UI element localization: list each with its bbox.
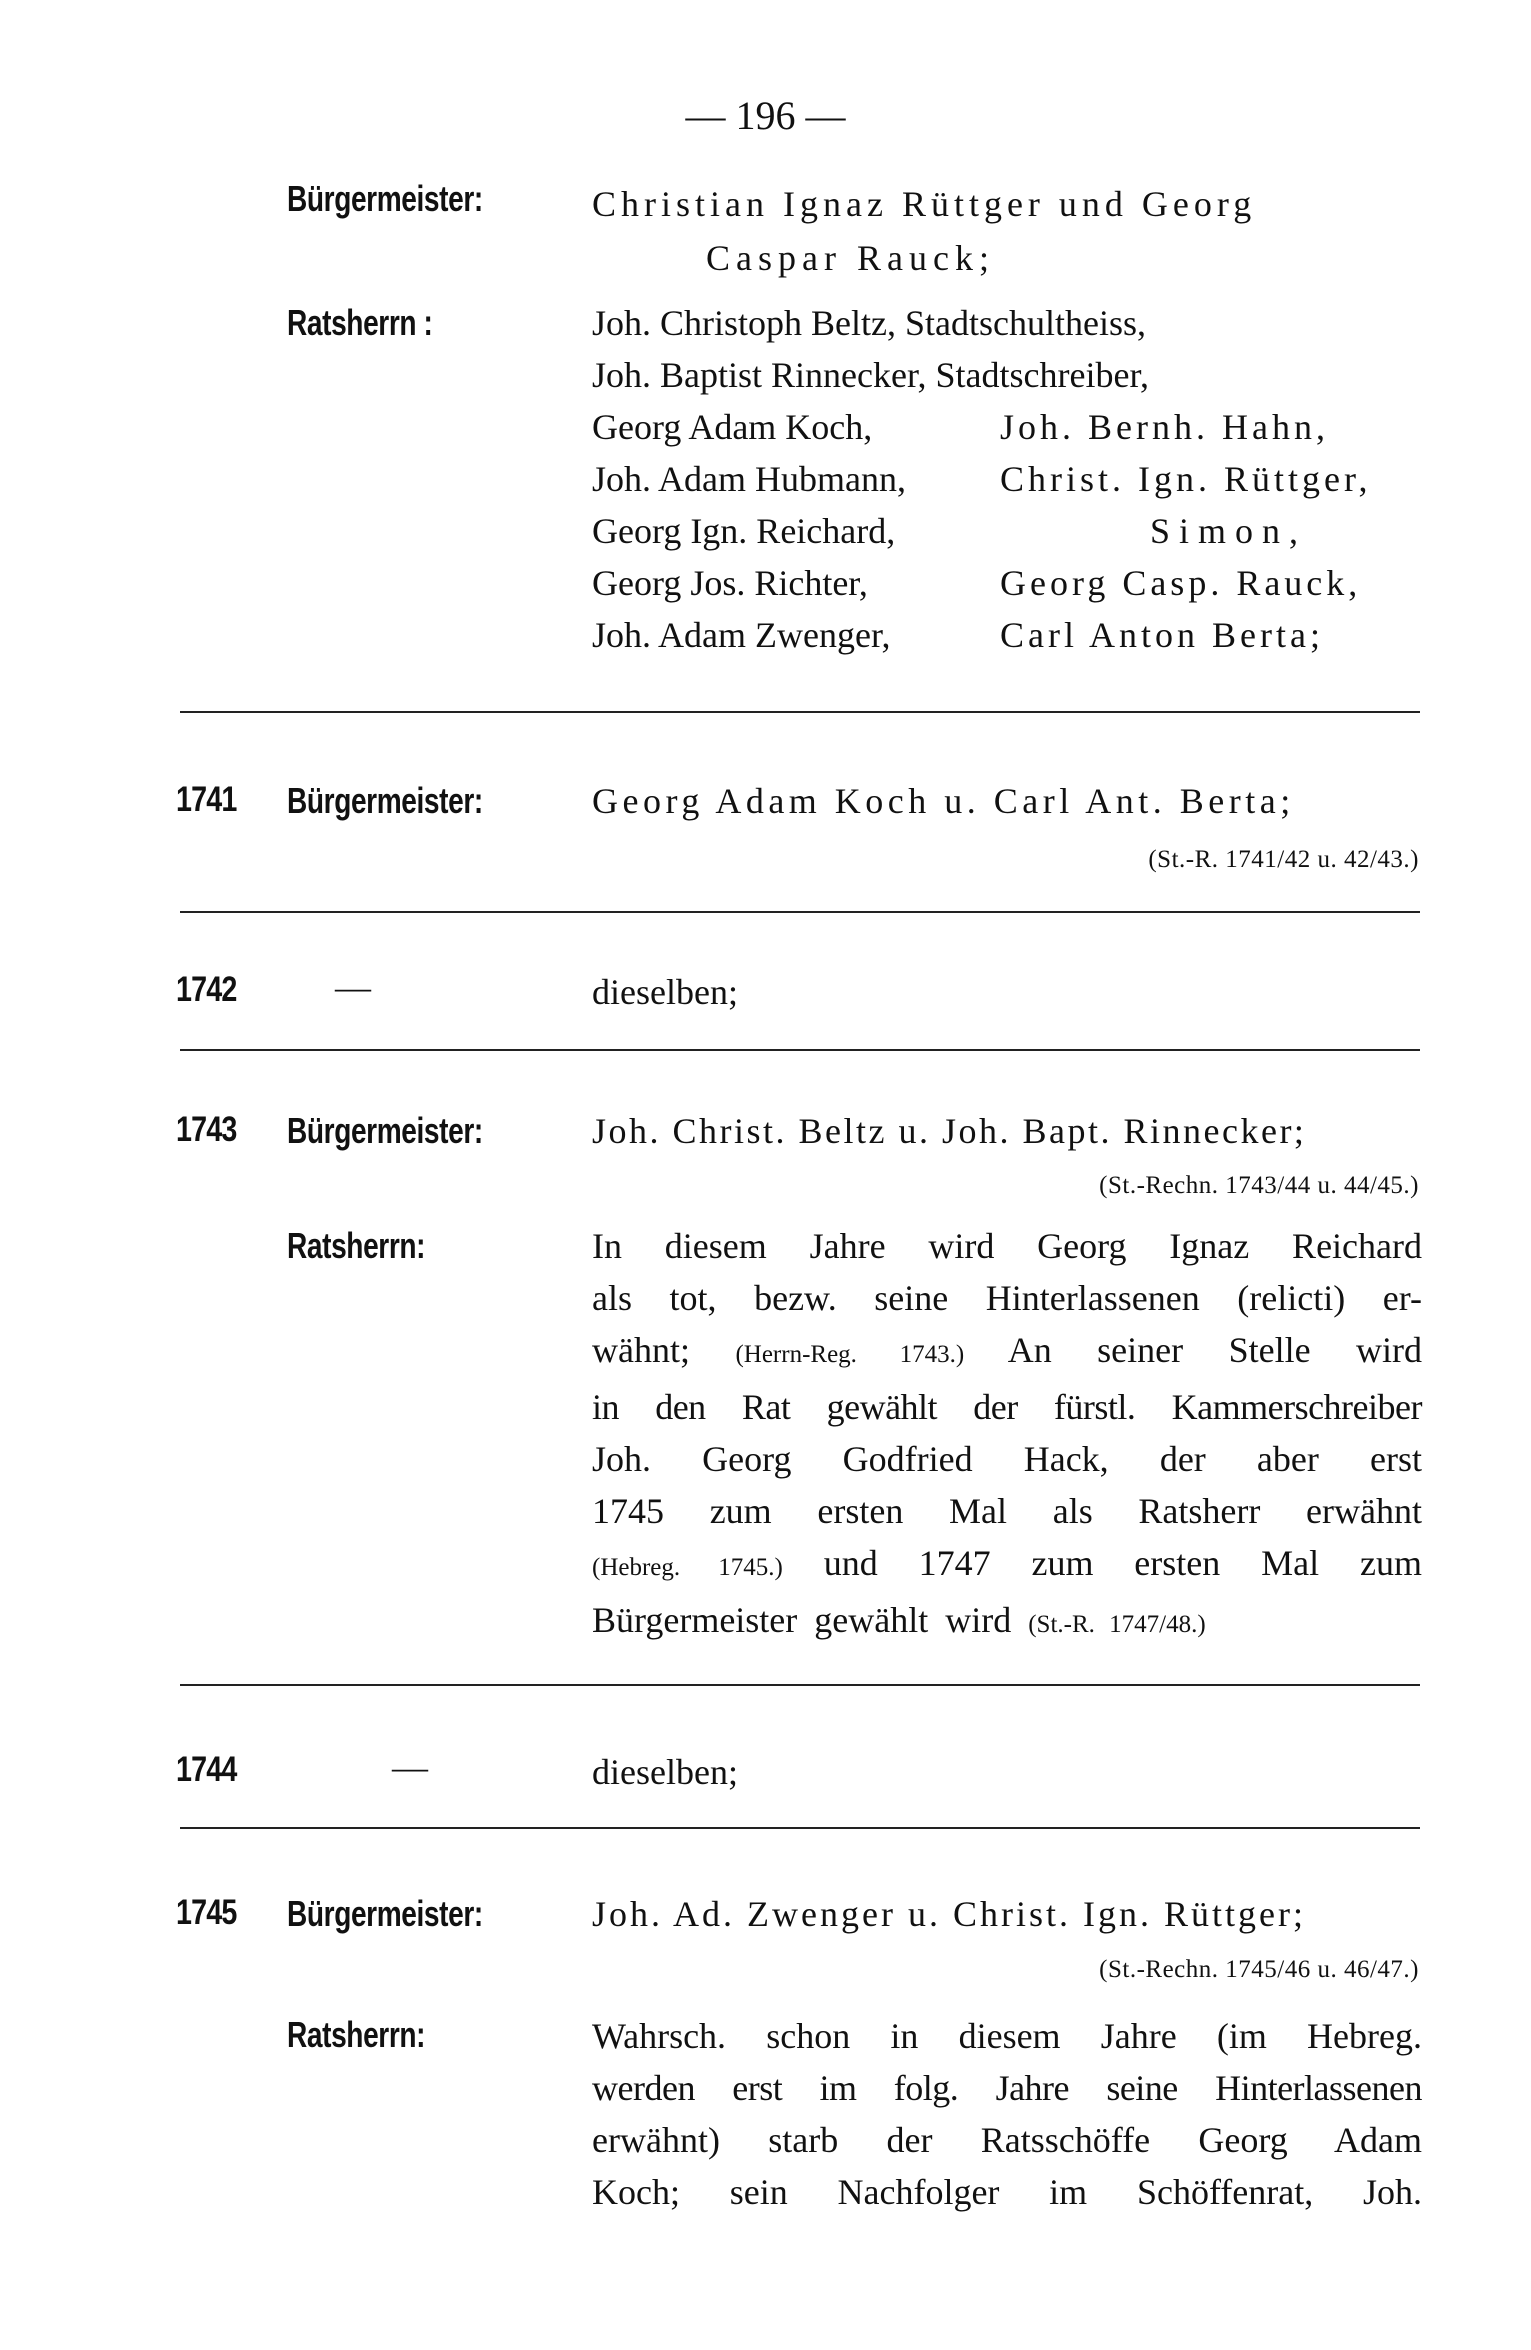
- buergermeister-label: Bürgermeister:: [287, 780, 483, 821]
- line-text: wähnt;: [592, 1330, 690, 1370]
- paragraph-line: [592, 1324, 1422, 1381]
- ratsherrn-label: Ratsherrn :: [287, 302, 433, 343]
- buergermeister-names: Joh. Christ. Beltz u. Joh. Bapt. Rinnecker;: [592, 1111, 1307, 1151]
- paragraph-line: in den Rat gewählt der fürstl. Kammerschreiber: [592, 1387, 1422, 1427]
- section-divider: [180, 1049, 1420, 1051]
- inline-citation: (St.-R. 1747/48.): [1028, 1611, 1206, 1638]
- buergermeister-names-line1: Christian Ignaz Rüttger und Georg: [592, 184, 1257, 224]
- same-as-above-text: dieselben;: [592, 1752, 738, 1792]
- inline-citation: (Herrn-Reg. 1743.): [735, 1341, 965, 1368]
- buergermeister-label: Bürgermeister:: [287, 1893, 483, 1934]
- year-1745: 1745: [176, 1893, 237, 1932]
- buergermeister-names: Georg Adam Koch u. Carl Ant. Berta;: [592, 781, 1295, 821]
- paragraph-line: Koch; sein Nachfolger im Schöffenrat, Joh.: [592, 2172, 1422, 2212]
- ratsherr-entry: Joh. Adam Hubmann,: [592, 459, 906, 499]
- buergermeister-names-line2: Caspar Rauck;: [706, 238, 995, 278]
- paragraph-line: Wahrsch. schon in diesem Jahre (im Hebreg.: [592, 2016, 1422, 2056]
- paragraph-line: 1745 zum ersten Mal als Ratsherr erwähnt: [592, 1491, 1422, 1531]
- section-divider: [180, 1827, 1420, 1829]
- section-divider: [180, 1684, 1420, 1686]
- line-text: und 1747 zum ersten Mal zum: [823, 1543, 1422, 1583]
- line-text: An seiner Stelle wird: [1007, 1330, 1423, 1370]
- year-1744: 1744: [176, 1750, 237, 1789]
- ratsherr-entry: Joh. Adam Zwenger,: [592, 615, 891, 655]
- year-1741: 1741: [176, 780, 237, 819]
- citation: (St.-Rechn. 1743/44 u. 44/45.): [1099, 1172, 1419, 1199]
- paragraph-line: werden erst im folg. Jahre seine Hinterlassenen: [592, 2068, 1422, 2108]
- section-divider: [180, 711, 1420, 713]
- ratsherrn-line: [592, 297, 1422, 349]
- ratsherr-entry: Joh. Baptist Rinnecker, Stadtschreiber,: [592, 355, 1149, 395]
- ratsherr-entry: Joh. Bernh. Hahn,: [1000, 407, 1329, 447]
- same-as-above-text: dieselben;: [592, 972, 738, 1012]
- inline-citation: (Hebreg. 1745.): [592, 1554, 783, 1581]
- ratsherr-entry: Georg Jos. Richter,: [592, 563, 868, 603]
- ratsherrn-paragraph: [592, 2010, 1422, 2218]
- ratsherr-entry: Georg Adam Koch,: [592, 407, 873, 447]
- buergermeister-label: Bürgermeister:: [287, 1110, 483, 1151]
- year-1742: 1742: [176, 970, 237, 1009]
- paragraph-line: als tot, bezw. seine Hinterlassenen (relicti) er-: [592, 1278, 1422, 1318]
- ratsherrn-line: [592, 349, 1422, 401]
- paragraph-line: In diesem Jahre wird Georg Ignaz Reichard: [592, 1226, 1422, 1266]
- same-as-above-dash: —: [392, 1747, 428, 1787]
- citation: (St.-Rechn. 1745/46 u. 46/47.): [1099, 1956, 1419, 1983]
- ratsherr-entry: Georg Casp. Rauck,: [1000, 563, 1362, 603]
- paragraph-line: Joh. Georg Godfried Hack, der aber erst: [592, 1439, 1422, 1479]
- ratsherrn-pair: [592, 505, 1422, 557]
- section-divider: [180, 911, 1420, 913]
- buergermeister-label: Bürgermeister:: [287, 178, 483, 219]
- ratsherr-entry: Simon,: [1150, 511, 1308, 551]
- buergermeister-names: Joh. Ad. Zwenger u. Christ. Ign. Rüttger;: [592, 1894, 1306, 1934]
- same-as-above-dash: —: [335, 967, 371, 1007]
- paragraph-line: [592, 1594, 1422, 1651]
- ratsherrn-pair: [592, 401, 1422, 453]
- ratsherrn-pair: [592, 609, 1422, 661]
- ratsherrn-list: [592, 297, 1422, 661]
- ratsherrn-pair: [592, 453, 1422, 505]
- ratsherrn-pair: [592, 557, 1422, 609]
- page-number: — 196 —: [685, 93, 846, 138]
- ratsherrn-label: Ratsherrn:: [287, 2014, 426, 2055]
- paragraph-line: erwähnt) starb der Ratsschöffe Georg Adam: [592, 2120, 1422, 2160]
- ratsherr-entry: Joh. Christoph Beltz, Stadtschultheiss,: [592, 303, 1146, 343]
- paragraph-line: [592, 1537, 1422, 1594]
- ratsherrn-label: Ratsherrn:: [287, 1225, 426, 1266]
- ratsherr-entry: Carl Anton Berta;: [1000, 615, 1324, 655]
- ratsherrn-paragraph: [592, 1220, 1422, 1651]
- line-text: Bürgermeister gewählt wird: [592, 1600, 1012, 1640]
- year-1743: 1743: [176, 1110, 237, 1149]
- ratsherr-entry: Georg Ign. Reichard,: [592, 511, 896, 551]
- ratsherr-entry: Christ. Ign. Rüttger,: [1000, 459, 1372, 499]
- citation: (St.-R. 1741/42 u. 42/43.): [1148, 846, 1419, 873]
